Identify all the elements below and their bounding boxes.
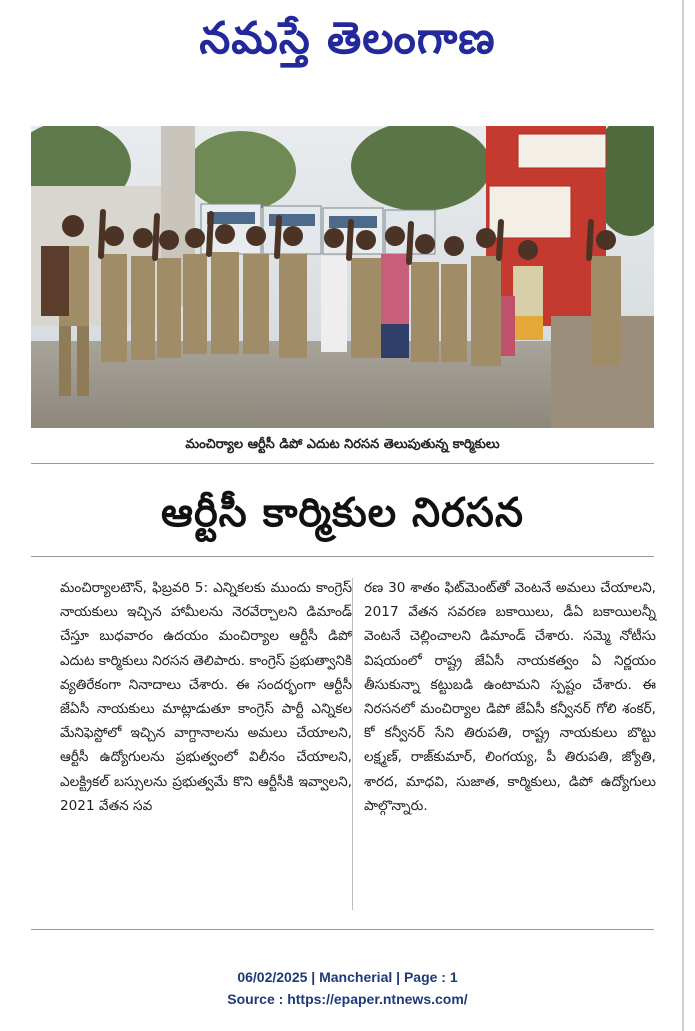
source-link[interactable]: Source : https://epaper.ntnews.com/: [227, 991, 468, 1007]
article-body-right-column: రణ 30 శాతం ఫిట్‌మెంట్‌తో వెంటనే అమలు చేయాలని, 2017 వేతన సవరణ బకాయిలు, డీఏ బకాయిలన్నీ వెంటనే చెల్లించాలని డిమాండ్ చేశారు. సమ్మె నోటీసు విషయంలో రాష్ట్ర జేఏసీ నాయకత్వం ఏ నిర్ణయం తీసుకున్నా కట్టుబడి ఉంటామని స్పష్టం చేశారు. ఈ నిరసనలో మంచిర్యాల డిపో జేఏసీ కన్వీనర్ గోలి శంకర్, కో కన్వీనర్ సేని తిరుపతి, రాష్ట్ర నాయకులు బొట్టు లక్ష్మణ్, రాజ్‌కుమార్, లింగయ్య, పీ తిరుపతి, జ్యోతి, శారద, మాధవి, సుజాత, కార్మికులు, డిపో ఉద్యోగులు పాల్గొన్నారు.: [364, 580, 656, 814]
page-right-border: [682, 0, 684, 1031]
edition-info: 06/02/2025 | Mancherial | Page : 1: [237, 969, 458, 985]
article-headline: ఆర్టీసీ కార్మికుల నిరసన: [161, 490, 524, 536]
headline-separator: [31, 556, 654, 557]
article-bottom-rule: [31, 929, 654, 930]
protest-photo-illustration: [31, 126, 654, 428]
newspaper-masthead: నమస్తే తెలంగాణ: [199, 13, 496, 64]
news-photo: [31, 126, 654, 428]
photo-caption: మంచిర్యాల ఆర్టీసీ డిపో ఎదుట నిరసన తెలుపుతున్న కార్మికులు: [185, 437, 500, 452]
caption-separator: [31, 463, 654, 464]
article-body-left-column: మంచిర్యాలటౌన్, ఫిబ్రవరి 5: ఎన్నికలకు ముందు కాంగ్రెస్ నాయకులు ఇచ్చిన హామీలను నెరవేర్చాలని డిమాండ్ చేస్తూ బుధవారం ఉదయం మంచిర్యాల ఆర్టీసీ డిపో ఎదుట కార్మికులు నిరసన తెలిపారు. కాంగ్రెస్ ప్రభుత్వానికి వ్యతిరేకంగా నినాదాలు చేశారు. ఈ సందర్భంగా ఆర్టీసీ జేఏసీ నాయకులు మాట్లాడుతూ కాంగ్రెస్ పార్టీ ఎన్నికల మేనిఫెస్టోలో ఇచ్చిన వాగ్దానాలను అమలు చేయాలని, ఆర్టీసీ ఉద్యోగులను ప్రభుత్వంలో విలీనం చేయాలని, ఎలక్ట్రికల్ బస్సులను ప్రభుత్వమే కొని ఆర్టీసీకి ఇవ్వాలని, 2021 వేతన సవ: [60, 580, 352, 814]
column-divider: [352, 578, 353, 910]
